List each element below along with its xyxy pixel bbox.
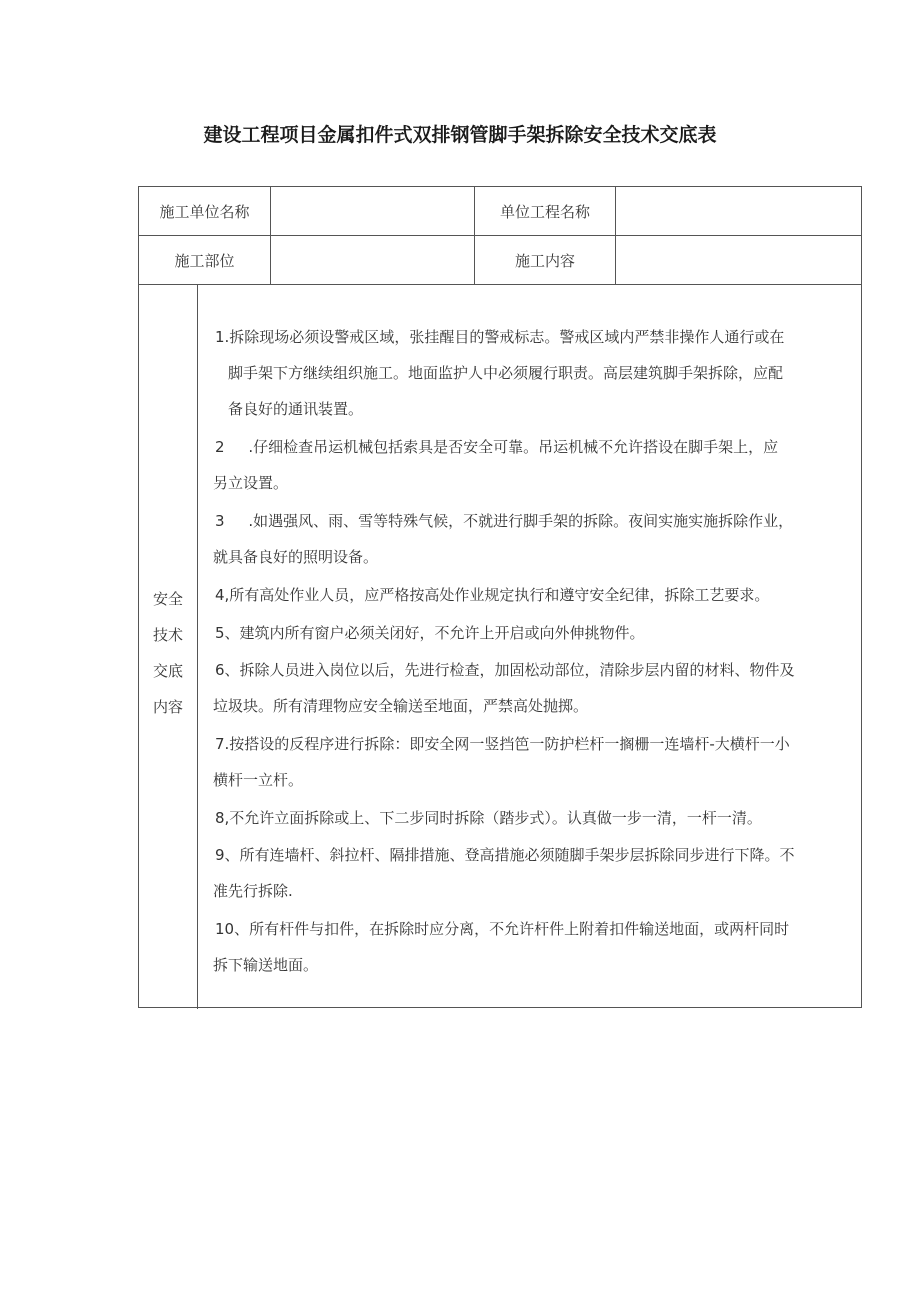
item-line: 3 .如遇强风、雨、雪等特殊气候，不就进行脚手架的拆除。夜间实施实施拆除作业，: [215, 512, 794, 530]
column-divider: [197, 284, 198, 1009]
list-item: [215, 429, 863, 501]
unit-name-field[interactable]: [271, 187, 474, 235]
item-line: 脚手架下方继续组织施工。地面监护人中必须履行职责。高层建筑脚手架拆除，应配: [228, 364, 784, 382]
side-label-line: 内容: [152, 698, 183, 716]
safety-briefing-table: [138, 186, 862, 1008]
item-line: 横杆一立杆。: [213, 771, 304, 789]
list-item: [215, 503, 863, 575]
list-item: [215, 911, 863, 983]
item-line: 5、建筑内所有窗户必须关闭好，不允许上开启或向外伸挑物件。: [215, 624, 645, 642]
item-line: 另立设置。: [213, 474, 289, 492]
item-line: 6、拆除人员进入岗位以后，先进行检查，加固松动部位，清除步层内留的材料、物件及: [215, 661, 795, 679]
item-line: 1.拆除现场必须设警戒区域，张挂醒目的警戒标志。警戒区域内严禁非操作人通行或在: [215, 328, 785, 346]
side-label-line: 技术: [152, 626, 183, 644]
row-divider: [139, 284, 861, 285]
list-item: [215, 837, 863, 909]
project-name-label: 单位工程名称: [499, 202, 590, 221]
list-item: [215, 800, 863, 836]
item-line: 就具备良好的照明设备。: [213, 548, 379, 566]
list-item: [215, 726, 863, 798]
item-line: 垃圾块。所有清理物应安全输送至地面，严禁高处抛掷。: [213, 697, 589, 715]
item-line: 拆下输送地面。: [213, 956, 319, 974]
project-name-field[interactable]: [616, 187, 862, 235]
list-item: [215, 615, 863, 651]
item-line: 4,所有高处作业人员，应严格按高处作业规定执行和遵守安全纪律，拆除工艺要求。: [215, 586, 770, 604]
item-line: 10、所有杆件与扣件，在拆除时应分离，不允许杆件上附着扣件输送地面，或两杆同时: [215, 920, 790, 938]
item-line: 2 .仔细检查吊运机械包括索具是否安全可靠。吊运机械不允许搭设在脚手架上，应: [215, 438, 779, 456]
content-label: 施工内容: [514, 251, 575, 270]
item-line: 9、所有连墙杆、斜拉杆、隔排措施、登高措施必须随脚手架步层拆除同步进行下降。不: [215, 846, 795, 864]
item-line: 8,不允许立面拆除或上、下二步同时拆除（踏步式）。认真做一步一清，一杆一清。: [215, 809, 762, 827]
list-item: [215, 577, 863, 613]
page-title: 建设工程项目金属扣件式双排钢管脚手架拆除安全技术交底表: [203, 124, 717, 146]
location-field[interactable]: [271, 236, 474, 284]
side-label-line: 安全: [152, 590, 183, 608]
item-line: 7.按搭设的反程序进行拆除：即安全网一竖挡笆一防护栏杆一搁栅一连墙杆-大横杆一小: [215, 735, 790, 753]
location-label: 施工部位: [174, 251, 235, 270]
content-field[interactable]: [616, 236, 862, 284]
list-item: [215, 652, 863, 724]
item-line: 准先行拆除.: [213, 882, 293, 900]
safety-side-label: [139, 581, 197, 725]
unit-name-label: 施工单位名称: [159, 202, 250, 221]
list-item: [215, 319, 863, 427]
side-label-line: 交底: [152, 662, 183, 680]
item-line: 备良好的通讯装置。: [228, 400, 364, 418]
